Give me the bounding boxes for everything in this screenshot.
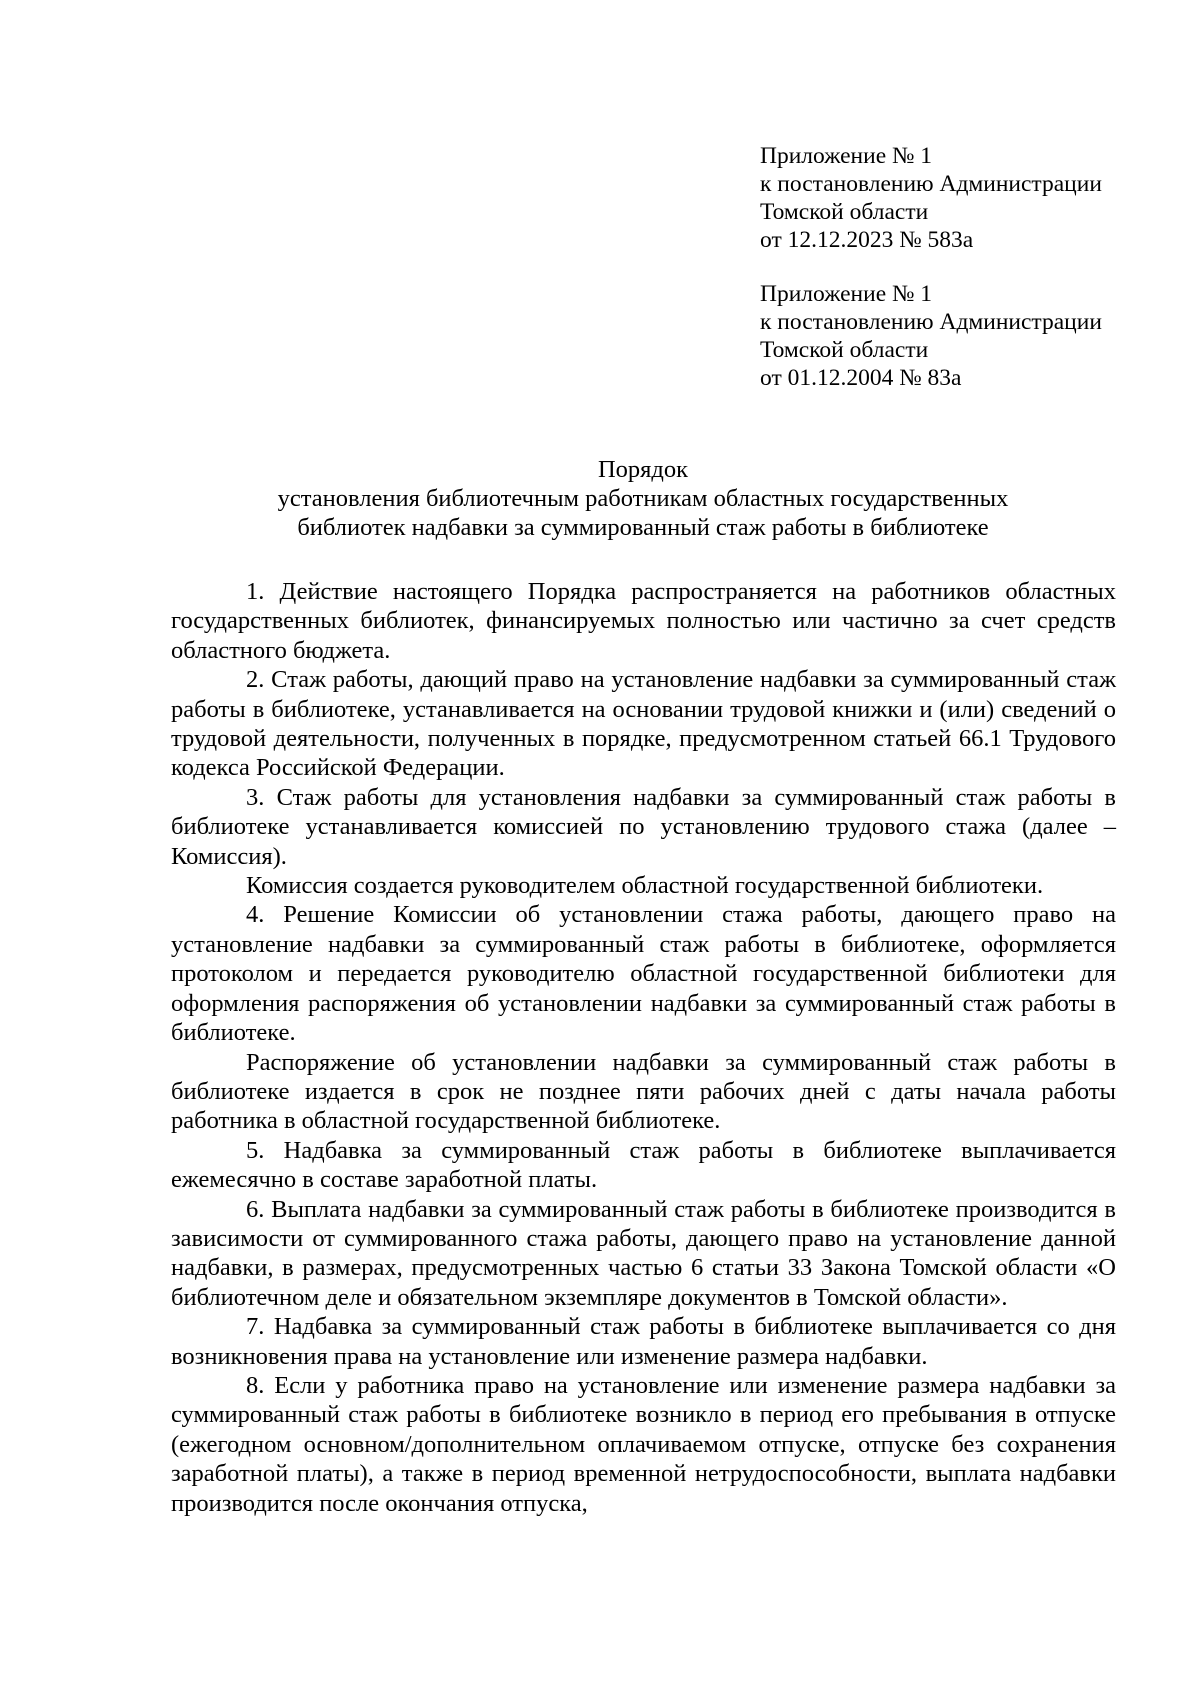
paragraph-5: 5. Надбавка за суммированный стаж работы в библиотеке выплачивается ежемесячно в составе заработной платы. [171,1136,1116,1194]
appendix-line: Приложение № 1 [760,143,933,169]
appendix-header-original [760,280,1180,392]
paragraph-3-commission: Комиссия создается руководителем областной государственной библиотеки. [246,872,1044,900]
paragraph-6: 6. Выплата надбавки за суммированный стаж работы в библиотеке производится в зависимости от суммированного стажа работы, дающего право на установление данной надбавки, в размерах, предусмотренных частью 6 статьи 33 Закона Томской области «О библиотечном деле и обязательном экземпляре документов в Томской области». [171,1195,1116,1311]
paragraph-1: 1. Действие настоящего Порядка распространяется на работников областных государственных библиотек, финансируемых полностью или частично за счет средств областного бюджета. [171,578,1116,664]
appendix-line: от 12.12.2023 № 583а [760,227,974,253]
appendix-line: от 01.12.2004 № 83а [760,365,962,391]
appendix-line: к постановлению Администрации [760,171,1102,197]
paragraph-7: 7. Надбавка за суммированный стаж работы в библиотеке выплачивается со дня возникновения права на установление или изменение размера надбавки. [171,1313,1116,1370]
paragraph-4: 4. Решение Комиссии об установлении стажа работы, дающего право на установление надбавки за суммированный стаж работы в библиотеке, оформляется протоколом и передается руководителю областной государственной библиотеки для оформления распоряжения об установлении надбавки за суммированный стаж работы в библиотеке. [171,901,1116,1047]
title-heading: Порядок [597,456,689,483]
appendix-line: к постановлению Администрации [760,309,1102,335]
appendix-line: Томской области [760,199,929,225]
document-title [170,455,1116,542]
paragraph-8: 8. Если у работника право на установление или изменение размера надбавки за суммированный стаж работы в библиотеке возникло в период его пребывания в отпуске (ежегодном основном/дополнительном оплачиваемом отпуске, отпуске без сохранения заработной платы), а также в период временной нетрудоспособности, выплата надбавки производится после окончания отпуска, [171,1371,1116,1517]
appendix-line: Приложение № 1 [760,281,933,307]
document-body [171,577,1116,1518]
appendix-line: Томской области [760,337,929,363]
title-subtitle-line: библиотек надбавки за суммированный стаж работы в библиотеке [297,514,989,541]
paragraph-3: 3. Стаж работы для установления надбавки за суммированный стаж работы в библиотеке устанавливается комиссией по установлению трудового стажа (далее – Комиссия). [171,783,1116,870]
appendix-header-current [760,142,1180,254]
title-subtitle-line: установления библиотечным работникам областных государственных [277,485,1009,512]
paragraph-4-order: Распоряжение об установлении надбавки за суммированный стаж работы в библиотеке издается в срок не позднее пяти рабочих дней с даты начала работы работника в областной государственной библиотеке. [171,1048,1116,1135]
paragraph-2: 2. Стаж работы, дающий право на установление надбавки за суммированный стаж работы в библиотеке, устанавливается на основании трудовой книжки и (или) сведений о трудовой деятельности, полученных в порядке, предусмотренном статьей 66.1 Трудового кодекса Российской Федерации. [171,666,1116,782]
